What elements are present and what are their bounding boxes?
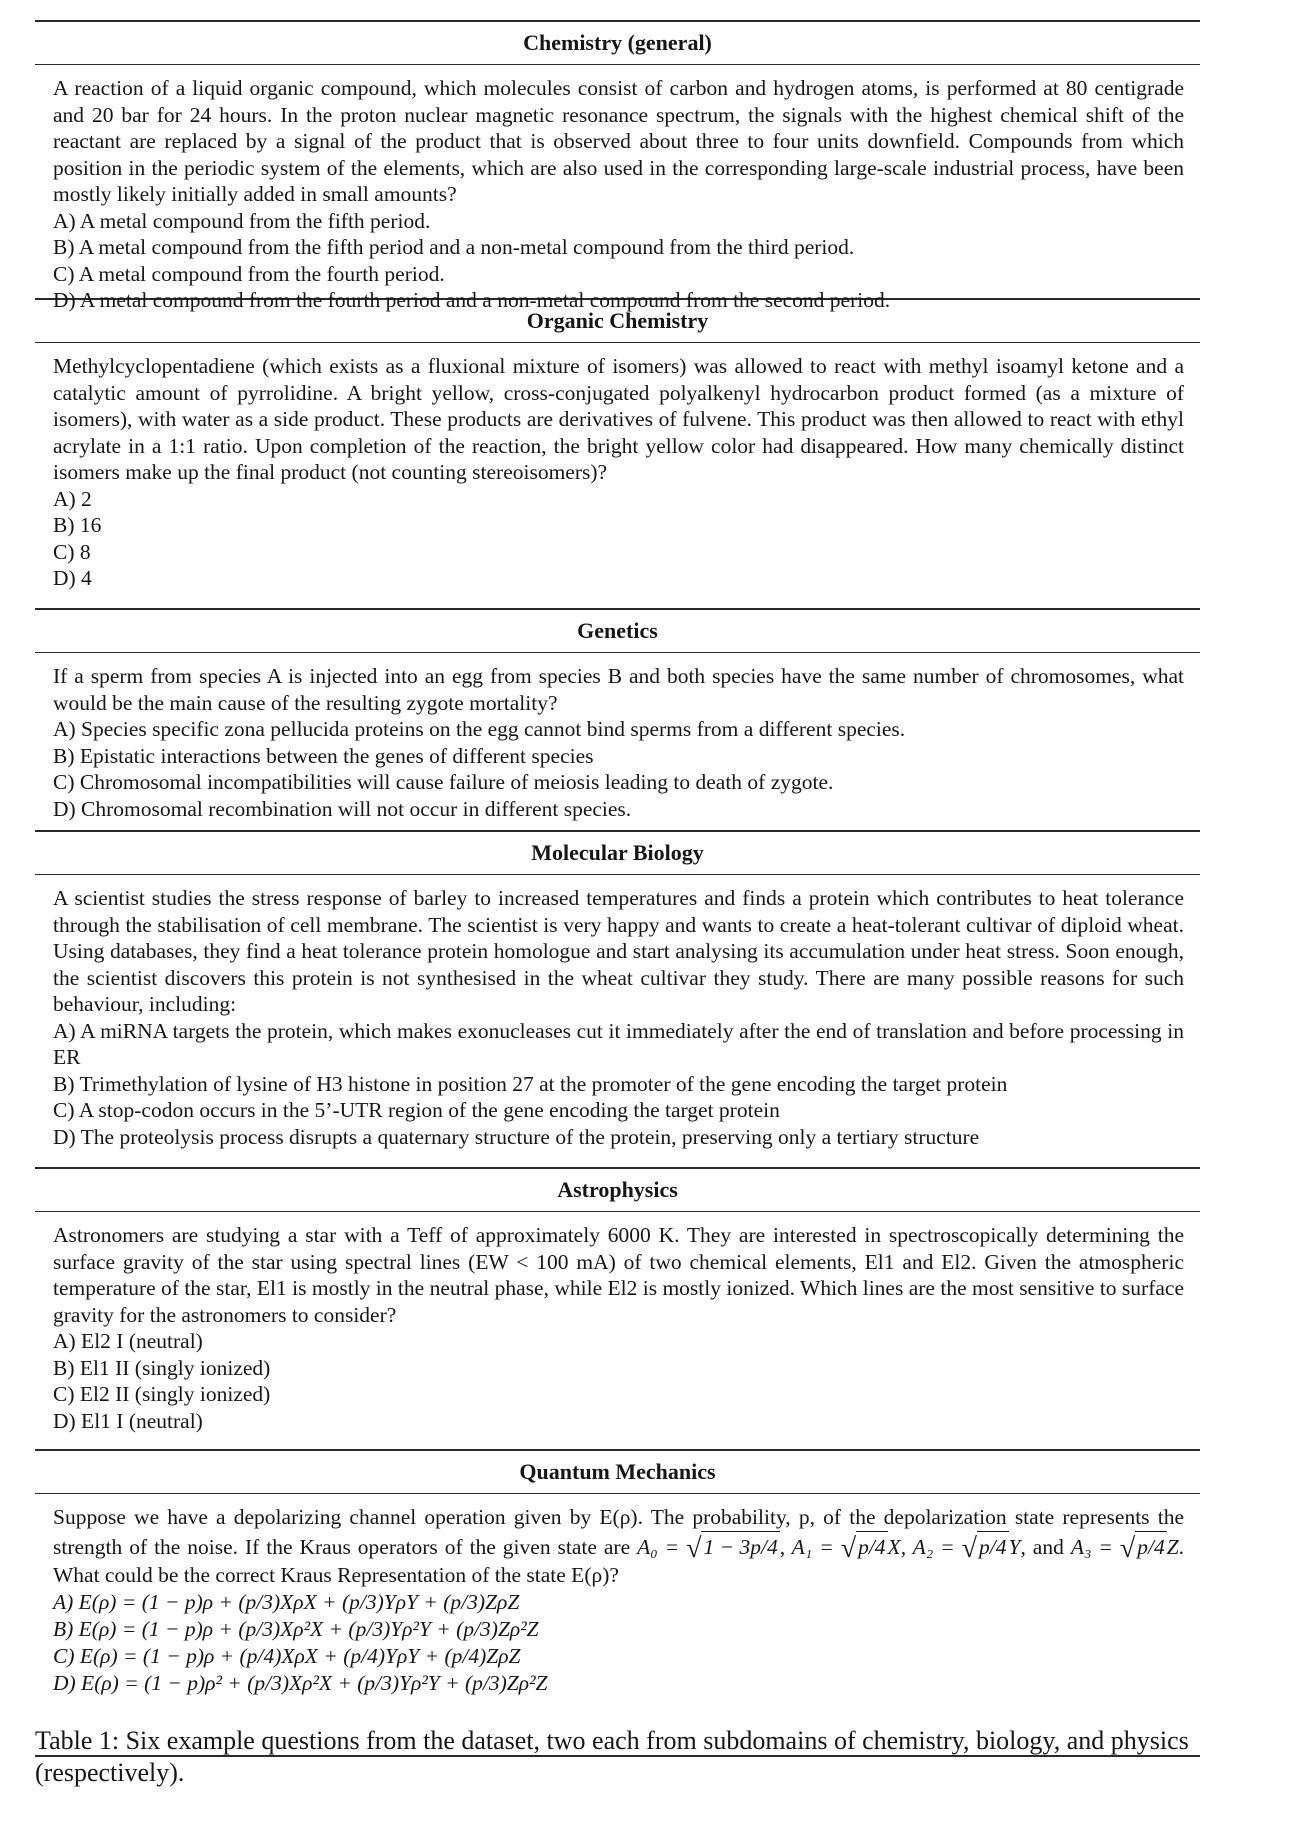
option-a: A) El2 I (neutral) [53, 1329, 203, 1353]
section-title: Organic Chemistry [35, 298, 1200, 343]
option-c: C) 8 [53, 539, 91, 564]
option-c: C) A stop-codon occurs in the 5’-UTR region of the gene encoding the target protein [53, 1098, 780, 1122]
question-text: A reaction of a liquid organic compound, which molecules consist of carbon and hydrogen atoms, is performed at 80 centigrade and 20 bar for 24 hours. In the proton nuclear magnetic resonance spectrum, the signals with the highest chemical shift of the reactant are replaced by a signal of the product that is observed about three to four units downfield. Compounds from which position in the periodic system of the elements, which are also used in the corresponding large-scale industrial process, have been mostly likely initially added in small amounts? [53, 76, 1184, 206]
option-a: A) Species specific zona pellucida proteins on the egg cannot bind sperms from a different species. [53, 717, 906, 741]
section-molecular-biology [35, 830, 1200, 1167]
option-c: C) Chromosomal incompatibilities will cause failure of meiosis leading to death of zygote. [53, 770, 834, 794]
question-text: A scientist studies the stress response of barley to increased temperatures and finds a protein which contributes to heat tolerance through the stabilisation of cell membrane. The scientist is very happy and wants to create a heat-tolerant cultivar of diploid wheat. Using databases, they find a heat tolerance protein homologue and start analysing its accumulation under heat stress. Soon enough, the scientist discovers this protein is not synthesised in the wheat cultivar they study. There are many possible reasons for such behaviour, including: [53, 886, 1184, 1016]
question-intro: Suppose we have a depolarizing channel operation given by E(ρ). The probability, p, of the depolarization state represents the strength of the noise. If the Kraus operators of the given state are [53, 1505, 1184, 1559]
kraus-a1-label: , A₁ = [779, 1535, 834, 1559]
question-ask: . What could be the correct Kraus Representation of the state E(ρ)? [53, 1535, 1185, 1587]
option-b: B) Epistatic interactions between the genes of different species [53, 743, 594, 768]
kraus-a0-sqrt: √1 − 3p/4 [686, 1533, 778, 1564]
section-title: Astrophysics [35, 1167, 1200, 1212]
question-text: Suppose we have a depolarizing channel operation given by E(ρ). The probability, p, of the depolarization state represents the strength of the noise. If the Kraus operators of the given state are A₀ = √1 − 3p/4, A₁ = √p/4X, A₂ = √p/4Y, and A₃ = √p/4Z. What could be the correct Kraus Representation of the state E(ρ)? [53, 1505, 1185, 1587]
option-d: D) A metal compound from the fourth period and a non-metal compound from the second period. [53, 288, 891, 312]
option-a: A) 2 [53, 486, 92, 511]
option-d: D) E(ρ) = (1 − p)ρ² + (p/3)Xρ²X + (p/3)Yρ²Y + (p/3)Zρ²Z [53, 1671, 548, 1695]
section-body [35, 1494, 1200, 1755]
kraus-a2-label: , A₂ = [900, 1535, 955, 1559]
section-genetics [35, 608, 1200, 830]
section-title: Genetics [35, 608, 1200, 653]
section-astrophysics [35, 1167, 1200, 1449]
section-body [35, 65, 1200, 312]
section-title: Quantum Mechanics [35, 1449, 1200, 1494]
question-text: If a sperm from species A is injected into an egg from species B and both species have the same number of chromosomes, what would be the main cause of the resulting zygote mortality? [53, 664, 1184, 715]
option-a: A) E(ρ) = (1 − p)ρ + (p/3)XρX + (p/3)YρY + (p/3)ZρZ [53, 1590, 520, 1614]
option-d: D) The proteolysis process disrupts a quaternary structure of the protein, preserving only a tertiary structure [53, 1124, 980, 1149]
option-b: B) El1 II (singly ionized) [53, 1355, 271, 1380]
kraus-a2-sqrt: √p/4 [961, 1533, 1007, 1564]
kraus-a3-sqrt: √p/4 [1119, 1533, 1165, 1564]
section-title: Molecular Biology [35, 830, 1200, 875]
kraus-a3-label: A₃ = [1070, 1535, 1113, 1559]
section-body [35, 1212, 1200, 1449]
questions-table [35, 20, 1200, 1757]
option-b: B) E(ρ) = (1 − p)ρ + (p/3)Xρ²X + (p/3)Yρ²Y + (p/3)Zρ²Z [53, 1617, 539, 1641]
option-d: D) Chromosomal recombination will not occur in different species. [53, 796, 632, 821]
question-text: Methylcyclopentadiene (which exists as a fluxional mixture of isomers) was allowed to react with methyl isoamyl ketone and a catalytic amount of pyrrolidine. A bright yellow, cross-conjugated polyalkenyl hydrocarbon product formed (as a mixture of isomers), with water as a side product. These products are derivatives of fulvene. This product was then allowed to react with ethyl acrylate in a 1:1 ratio. Upon completion of the reaction, the bright yellow color had disappeared. How many chemically distinct isomers make up the final product (not counting stereoisomers)? [53, 354, 1184, 484]
question-text: Astronomers are studying a star with a Teff of approximately 6000 K. They are interested in spectroscopically determining the surface gravity of the star using spectral lines (EW < 100 mA) of two chemical elements, El1 and El2. Given the atmospheric temperature of the star, El1 is mostly in the neutral phase, while El2 is mostly ionized. Which lines are the most sensitive to surface gravity for the astronomers to consider? [53, 1223, 1184, 1327]
section-body [35, 653, 1200, 830]
option-b: B) Trimethylation of lysine of H3 histone in position 27 at the promoter of the gene encoding the target protein [53, 1071, 1008, 1096]
option-a: A) A miRNA targets the protein, which makes exonucleases cut it immediately after the end of translation and before processing in ER [53, 1018, 1184, 1069]
section-quantum-mechanics [35, 1449, 1200, 1757]
option-b: B) 16 [53, 513, 102, 537]
option-c: C) El2 II (singly ionized) [53, 1382, 271, 1406]
option-b: B) A metal compound from the fifth period and a non-metal compound from the third period. [53, 235, 855, 259]
kraus-a0-label: A₀ = [637, 1535, 680, 1559]
section-body [35, 875, 1200, 1167]
kraus-a1-sqrt: √p/4 [840, 1533, 886, 1564]
option-a: A) A metal compound from the fifth period. [53, 208, 431, 233]
option-c: C) A metal compound from the fourth period. [53, 261, 445, 286]
section-chemistry-general [35, 20, 1200, 312]
option-d: D) El1 I (neutral) [53, 1408, 203, 1433]
section-organic-chemistry [35, 298, 1200, 608]
section-title: Chemistry (general) [35, 20, 1200, 65]
option-c: C) E(ρ) = (1 − p)ρ + (p/4)XρX + (p/4)YρY + (p/4)ZρZ [53, 1644, 521, 1668]
option-d: D) 4 [53, 566, 92, 590]
section-body [35, 343, 1200, 608]
table-caption: Table 1: Six example questions from the dataset, two each from subdomains of chemistry, biology, and physics (respectively). [35, 1726, 1189, 1787]
